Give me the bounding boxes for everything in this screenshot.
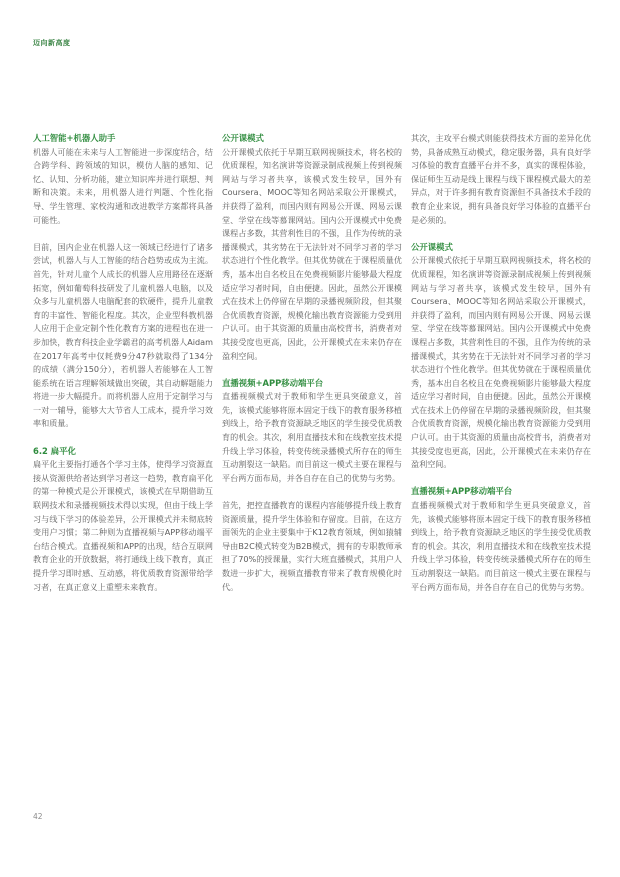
section-heading-open-course: 公开课模式 xyxy=(222,133,264,143)
running-header: 迈向新高度 xyxy=(33,39,71,47)
section-heading-open-course: 公开课模式 xyxy=(411,241,453,252)
page-number: 42 xyxy=(33,812,43,821)
column-2 xyxy=(222,132,402,594)
paragraph: 扁平化主要指打通各个学习主体，使得学习资源直接从资源供给者达到学习者这一趋势，教育扁平化的第一种模式是公开课模式，该模式在早期借助互联网技术和录播视频技术得以实现，但由于线上学习与线下学习的体验差异，公开课模式并未彻底转变用户习惯；第二种则为直播视频与APP移动端平台结合模式。直播视频和APP的出现，结合互联网教育企业的开放数据，将打通线上线下教育，真正提升学习即时感、互动感，将优质教育资源带给学习者，在真正意义上重塑未来教育。 xyxy=(33,459,213,592)
section-heading-flattening: 6.2 扁平化 xyxy=(33,445,76,456)
section-heading-live-video: 直播视频+APP移动端平台 xyxy=(222,377,324,388)
paragraph: 机器人可能在未来与人工智能进一步深度结合，结合跨学科、跨领域的知识，模仿人脑的感知、记忆、认知、分析功能，建立知识库并进行联想、判断和决策。未来，用机器人进行判题、个性化指导、学生管理、家校沟通和改进教学方案都将具备可能性。 xyxy=(33,146,213,225)
paragraph: 直播视频模式对于教师和学生更具突破意义，首先，该模式能够将原本固定于线下的教育服务移植到线上，给予教育资源缺乏地区的学生接受优质教育的机会。其次，利用直播技术和在线教室技术提升线上学习体验，转变传统录播模式所存在的师生互动割裂这一缺陷。而目前这一模式主要在课程与平台两方面布局，并各自存在自己的优势与劣势。 xyxy=(411,500,591,592)
section-heading-ai-robot: 人工智能+机器人助手 xyxy=(33,133,116,143)
paragraph: 首先，把控直播教育的课程内容能够提升线上教育资源质量，提升学生体验和存留度。目前，在这方面领先的企业主要集中于K12教育领域，例如猿辅导由B2C模式转变为B2B模式，拥有的专职教师承担了70%的授课量，实行大班直播模式，其用户人数进一步扩大，视频直播教育带来了教育规模化时代。 xyxy=(222,500,402,592)
paragraph: 公开课模式依托于早期互联网视频技术，将名校的优质课程，知名演讲等资源录制成视频上传到视频网站与学习者共享，该模式发生较早，国外有Coursera、MOOC等知名网站采取公开课模式，并获得了盈利，而国内则有网易公开课、网易云课堂、学堂在线等慕课网站。国内公开课模式中免费课程占多数，其营利性目的不强，且作为传统的录播课模式，其劣势在于无法针对不同学习者的学习状态进行个性化教学。但其优势就在于课程质量优秀，基本出自名校且在免费视频影片能够最大程度适应学习者时间，自由便捷。因此，虽然公开课模式在技术上仍停留在早期的录播视频阶段，但其聚合优质教育资源，规模化输出教育资源能力受到用户认可。由于其资源的质量由高校背书，消费者对其接受度也更高，因此，公开课模式在未来仍存在盈利空间。 xyxy=(411,255,591,470)
column-3 xyxy=(411,132,591,594)
paragraph: 直播视频模式对于教师和学生更具突破意义，首先，该模式能够将原本固定于线下的教育服务移植到线上，给予教育资源缺乏地区的学生接受优质教育的机会。其次，利用直播技术和在线教室技术提升线上学习体验，转变传统录播模式所存在的师生互动割裂这一缺陷。而目前这一模式主要在课程与平台两方面布局，并各自存在自己的优势与劣势。 xyxy=(222,391,402,483)
paragraph: 公开课模式依托于早期互联网视频技术，将名校的优质课程，知名演讲等资源录制成视频上传到视频网站与学习者共享，该模式发生较早，国外有Coursera、MOOC等知名网站采取公开课模式，并获得了盈利，而国内则有网易公开课、网易云课堂、学堂在线等慕课网站。国内公开课模式中免费课程占多数，其营利性目的不强，且作为传统的录播课模式，其劣势在于无法针对不同学习者的学习状态进行个性化教学。但其优势就在于课程质量优秀，基本出自名校且在免费视频影片能够最大程度适应学习者时间，自由便捷。因此，虽然公开课模式在技术上仍停留在早期的录播视频阶段，但其聚合优质教育资源，规模化输出教育资源能力受到用户认可。由于其资源的质量由高校背书，消费者对其接受度也更高，因此，公开课模式在未来仍存在盈利空间。 xyxy=(222,146,402,361)
column-1 xyxy=(33,132,213,594)
section-heading-live-video: 直播视频+APP移动端平台 xyxy=(411,486,513,497)
paragraph: 目前，国内企业在机器人这一领域已经进行了诸多尝试，机器人与人工智能的结合趋势或成为主流。首先，针对儿童个人成长的机器人应用路径在逐渐拓宽，例如葡萄科技研发了儿童机器人电脑，以及众多与儿童机器人电脑配套的软硬件，提升儿童教育的丰富性、智能化程度。其次，企业型科教机器人应用于企业定制个性化教育方案的进程也在进一步加快，教育科技企业学霸君的高考机器人Aidam在2017年高考中仅耗费9分47秒就取得了134分的成绩（满分150分），若机器人若能够在人工智能系统在语言理解领域做出突破，其自动解题能力将进一步大幅提升。而将机器人应用于定制学习与一对一辅导，能够大大节省人工成本，提升学习效率和质量。 xyxy=(33,241,213,429)
paragraph: 其次，主攻平台模式则能获得技术方面的差异化优势，具备成熟互动模式，稳定服务器，具有良好学习体验的教育直播平台并不多，真实的课程体验，保证师生互动是线上课程与线下课程模式最大的差异点，对于许多拥有教育资源但不具备技术手段的教育企业来说，拥有具备良好学习体验的直播平台是必须的。 xyxy=(411,133,591,225)
